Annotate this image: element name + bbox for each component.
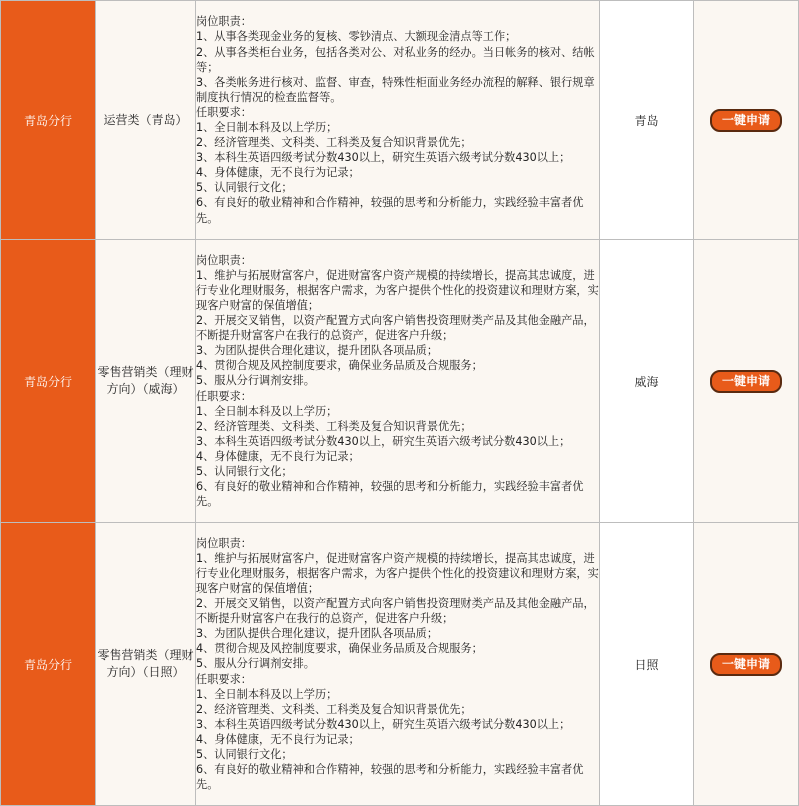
job-city: 威海 (600, 240, 694, 523)
job-city: 青岛 (600, 1, 694, 240)
action-cell (694, 1, 799, 240)
apply-button[interactable]: 一键申请 (710, 109, 782, 132)
desc-line: 任职要求： (196, 389, 252, 403)
desc-line: 岗位职责： (196, 253, 252, 267)
desc-line: 2、经济管理类、文科类、工科类及复合知识背景优先； (196, 702, 472, 716)
job-category: 零售营销类（理财方向）（日照） (96, 523, 196, 806)
desc-line: 5、服从分行调剂安排。 (196, 657, 315, 671)
branch-cell: 青岛分行 (1, 240, 96, 523)
desc-line: 2、开展交叉销售，以资产配置方式向客户销售投资理财类产品及其他金融产品，不断提升财富客户在我行的总资产，促进客户升级； (196, 597, 595, 626)
desc-line: 3、为团队提供合理化建议，提升团队各项品质； (196, 627, 439, 641)
desc-line: 4、身体健康，无不良行为记录； (196, 166, 360, 180)
branch-cell: 青岛分行 (1, 1, 96, 240)
desc-line: 3、各类帐务进行核对、监督、审查，特殊性柜面业务经办流程的解释、银行规章制度执行情况的检查监督等。 (196, 75, 595, 104)
action-cell (694, 523, 799, 806)
desc-line: 1、从事各类现金业务的复核、零钞清点、大额现金清点等工作； (196, 30, 517, 44)
desc-line: 1、全日制本科及以上学历； (196, 404, 338, 418)
desc-line: 5、认同银行文化； (196, 748, 293, 762)
branch-cell: 青岛分行 (1, 523, 96, 806)
desc-line: 5、服从分行调剂安排。 (196, 374, 315, 388)
desc-line: 5、认同银行文化； (196, 465, 293, 479)
job-description (196, 240, 600, 523)
desc-line: 1、全日制本科及以上学历； (196, 121, 338, 134)
apply-button[interactable]: 一键申请 (710, 370, 782, 393)
desc-line: 任职要求： (196, 105, 252, 119)
desc-line: 6、有良好的敬业精神和合作精神，较强的思考和分析能力，实践经验丰富者优先。 (196, 196, 584, 225)
job-row (1, 523, 799, 806)
job-row (1, 240, 799, 523)
job-description (196, 523, 600, 806)
apply-button[interactable]: 一键申请 (710, 653, 782, 676)
desc-line: 4、身体健康，无不良行为记录； (196, 732, 360, 746)
desc-line: 岗位职责： (196, 15, 252, 29)
desc-line: 4、身体健康，无不良行为记录； (196, 449, 360, 463)
action-cell (694, 240, 799, 523)
job-row (1, 1, 799, 240)
desc-line: 2、从事各类柜台业务，包括各类对公、对私业务的经办。当日帐务的核对、结帐等； (196, 45, 595, 74)
desc-line: 任职要求： (196, 672, 252, 686)
job-description (196, 1, 600, 240)
desc-line: 5、认同银行文化； (196, 181, 293, 195)
desc-line: 2、开展交叉销售，以资产配置方式向客户销售投资理财类产品及其他金融产品，不断提升财富客户在我行的总资产，促进客户升级； (196, 314, 595, 343)
job-city: 日照 (600, 523, 694, 806)
job-category: 零售营销类（理财方向）（威海） (96, 240, 196, 523)
desc-line: 3、本科生英语四级考试分数430以上，研究生英语六级考试分数430以上； (196, 151, 571, 165)
desc-line: 1、维护与拓展财富客户，促进财富客户资产规模的持续增长，提高其忠诚度，进行专业化理财服务，根据客户需求，为客户提供个性化的投资建议和理财方案，实现客户财富的保值增值； (196, 551, 599, 595)
desc-line: 6、有良好的敬业精神和合作精神，较强的思考和分析能力，实践经验丰富者优先。 (196, 480, 584, 509)
desc-line: 2、经济管理类、文科类、工科类及复合知识背景优先； (196, 136, 472, 150)
desc-line: 3、本科生英语四级考试分数430以上，研究生英语六级考试分数430以上； (196, 717, 571, 731)
job-category: 运营类（青岛） (96, 1, 196, 240)
desc-line: 1、维护与拓展财富客户，促进财富客户资产规模的持续增长，提高其忠诚度，进行专业化理财服务，根据客户需求，为客户提供个性化的投资建议和理财方案，实现客户财富的保值增值； (196, 268, 599, 312)
desc-line: 6、有良好的敬业精神和合作精神，较强的思考和分析能力，实践经验丰富者优先。 (196, 763, 584, 792)
desc-line: 1、全日制本科及以上学历； (196, 687, 338, 701)
desc-line: 4、贯彻合规及风控制度要求，确保业务品质及合规服务； (196, 359, 483, 373)
desc-line: 4、贯彻合规及风控制度要求，确保业务品质及合规服务； (196, 642, 483, 656)
desc-line: 3、为团队提供合理化建议，提升团队各项品质； (196, 344, 439, 358)
desc-line: 3、本科生英语四级考试分数430以上，研究生英语六级考试分数430以上； (196, 434, 571, 448)
desc-line: 2、经济管理类、文科类、工科类及复合知识背景优先； (196, 419, 472, 433)
desc-line: 岗位职责： (196, 536, 252, 550)
